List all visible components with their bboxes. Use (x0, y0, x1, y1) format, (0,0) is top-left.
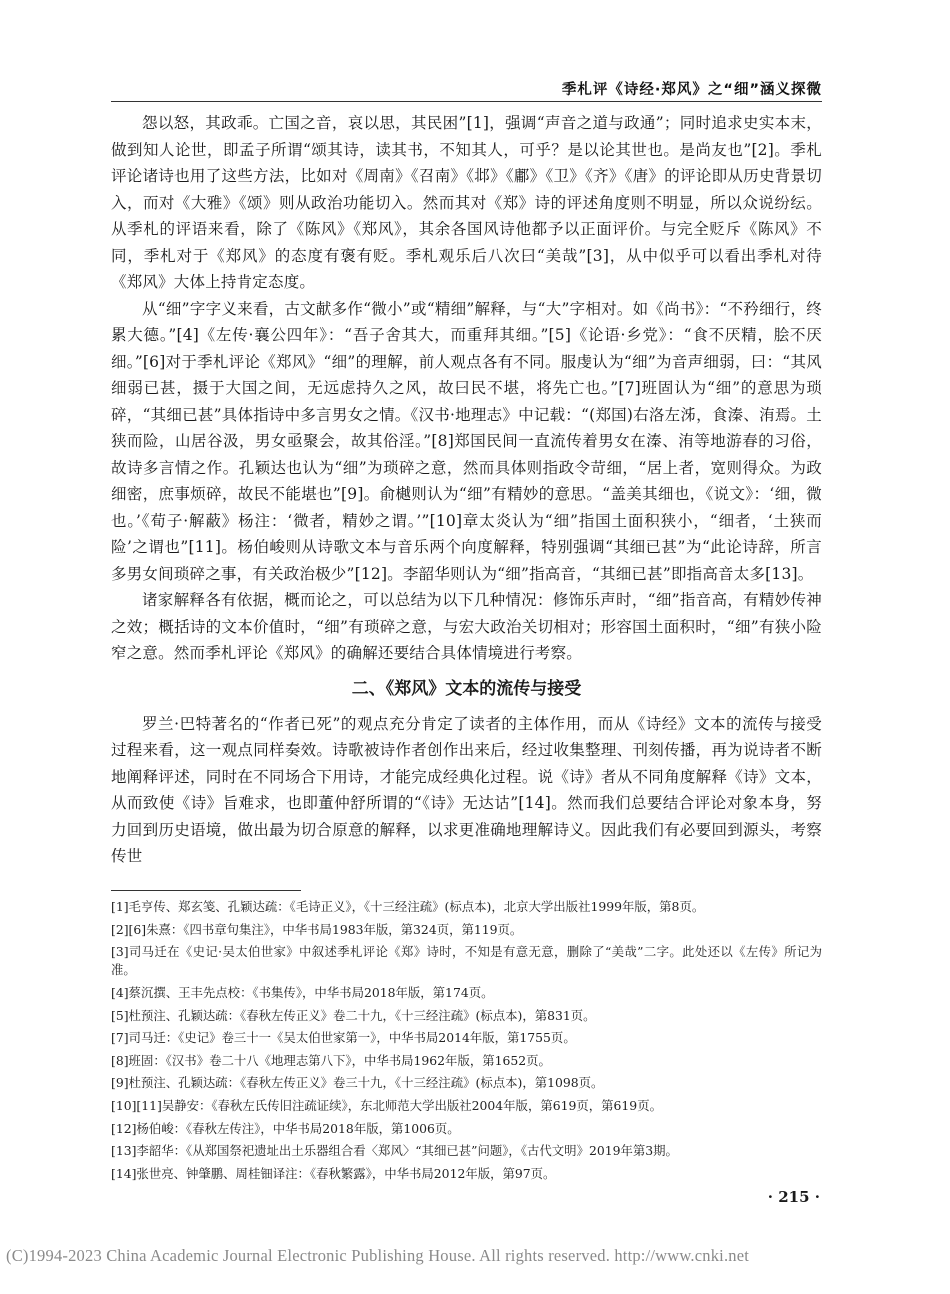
footnote-item: [3]司马迁在《史记·吴太伯世家》中叙述季札评论《郑》诗时，不知是有意无意，删除了“美哉”二字。此处还以《左传》所记为准。 (111, 944, 822, 978)
copyright-notice: (C)1994-2023 China Academic Journal Electronic Publishing House. All rights reserved. http://www.cnki.net (6, 1246, 750, 1265)
header-rule (111, 101, 822, 102)
body-paragraph: 罗兰·巴特著名的“作者已死”的观点充分肯定了读者的主体作用，而从《诗经》文本的流传与接受过程来看，这一观点同样奏效。诗歌被诗作者创作出来后，经过收集整理、刊刻传播，再为说诗者不断地阐释评述，同时在不同场合下用诗，才能完成经典化过程。说《诗》者从不同角度解释《诗》文本，从而致使《诗》旨难求，也即董仲舒所谓的“《诗》无达诂”[14]。然而我们总要结合评论对象本身，努力回到历史语境，做出最为切合原意的解释，以求更准确地理解诗义。因此我们有必要回到源头，考察传世 (111, 714, 822, 865)
page-number: · 215 · (767, 1188, 820, 1206)
footnote-item: [2][6]朱熹：《四书章句集注》，中华书局1983年版，第324页，第119页。 (111, 921, 523, 937)
body-paragraph: 怨以怒，其政乖。亡国之音，哀以思，其民困”[1]，强调“声音之道与政通”；同时追求史实本末，做到知人论世，即孟子所谓“颂其诗，读其书，不知其人，可乎？是以论其世也。是尚友也”[2]。季札评论诸诗也用了这些方法，比如对《周南》《召南》《邶》《鄘》《卫》《齐》《唐》的评论即从历史背景切入，而对《大雅》《颂》则从政治功能切入。然而其对《郑》诗的评述角度则不明显，所以众说纷纭。从季札的评语来看，除了《陈风》《郑风》，其余各国风诗他都予以正面评价。与完全贬斥《陈风》不同，季札对于《郑风》的态度有褒有贬。季札观乐后八次曰“美哉”[3]，从中似乎可以看出季札对待《郑风》大体上持肯定态度。 (111, 114, 822, 291)
footnote-item: [5]杜预注、孔颖达疏：《春秋左传正义》卷二十九，《十三经注疏》(标点本)，第831页。 (111, 1007, 596, 1023)
footnote-item: [7]司马迁：《史记》卷三十一《吴太伯世家第一》，中华书局2014年版，第1755页。 (111, 1030, 576, 1046)
footnote-item: [14]张世亮、钟肇鹏、周桂钿译注：《春秋繁露》，中华书局2012年版，第97页。 (111, 1165, 556, 1181)
article-body (111, 110, 822, 870)
footnote-item: [12]杨伯峻：《春秋左传注》，中华书局2018年版，第1006页。 (111, 1120, 460, 1136)
running-head-title: 季札评《诗经·郑风》之“细”涵义探微 (561, 82, 822, 98)
footnote-item: [13]李韶华：《从郑国祭祀遗址出土乐器组合看〈郑风〉“其细已甚”问题》，《古代文明》2019年第3期。 (111, 1143, 678, 1159)
footnote-item: [10][11]吴静安：《春秋左氏传旧注疏证续》，东北师范大学出版社2004年版，第619页，第619页。 (111, 1098, 662, 1114)
footnotes (111, 898, 822, 1187)
footnote-item: [8]班固：《汉书》卷二十八《地理志第八下》，中华书局1962年版，第1652页。 (111, 1052, 551, 1068)
footnote-item: [4]蔡沉撰、王丰先点校：《书集传》，中华书局2018年版，第174页。 (111, 985, 494, 1001)
body-paragraph: 诸家解释各有依据，概而论之，可以总结为以下几种情况：修饰乐声时，“细”指音高，有精妙传神之效；概括诗的文本价值时，“细”有琐碎之意，与宏大政治关切相对；形容国土面积时，“细”有狭小险窄之意。然而季札评论《郑风》的确解还要结合具体情境进行考察。 (111, 591, 822, 662)
footnote-item: [9]杜预注、孔颖达疏：《春秋左传正义》卷三十九，《十三经注疏》(标点本)，第1098页。 (111, 1075, 604, 1091)
body-paragraph: 从“细”字字义来看，古文献多作“微小”或“精细”解释，与“大”字相对。如《尚书》：“不矜细行，终累大德。”[4]《左传·襄公四年》：“吾子舍其大，而重拜其细。”[5]《论语·乡党》：“食不厌精，脍不厌细。”[6]对于季札评论《郑风》“细”的理解，前人观点各有不同。服虔认为“细”为音声细弱，曰：“其风细弱已甚，摄于大国之间，无远虑持久之风，故曰民不堪，将先亡也。”[7]班固认为“细”的意思为琐碎，“其细已甚”具体指诗中多言男女之情。《汉书·地理志》中记载：“(郑国)右洛左泲，食溱、洧焉。土狭而险，山居谷汲，男女亟聚会，故其俗淫。”[8]郑国民间一直流传着男女在溱、洧等地游春的习俗，故诗多言情之作。孔颖达也认为“细”为琐碎之意，然而具体则指政令苛细，“居上者，宽则得众。为政细密，庶事烦碎，故民不能堪也”[9]。俞樾则认为“细”有精妙的意思。“盖美其细也，《说文》：‘细，微也。’《荀子·解蔽》杨注：‘微者，精妙之谓。’”[10]章太炎认为“细”指国土面积狭小，“细者，‘土狭而险’之谓也”[11]。杨伯峻则从诗歌文本与音乐两个向度解释，特别强调“其细已甚”为“此论诗辞，所言多男女间琐碎之事，有关政治极少”[12]。李韶华则认为“细”指高音，“其细已甚”即指高音太多[13]。 (111, 299, 822, 583)
section-heading: 二、《郑风》文本的流传与接受 (351, 678, 582, 699)
footnote-rule (111, 890, 301, 891)
footnote-item: [1]毛亨传、郑玄笺、孔颖达疏：《毛诗正义》，《十三经注疏》(标点本)，北京大学出版社1999年版，第8页。 (111, 899, 705, 914)
